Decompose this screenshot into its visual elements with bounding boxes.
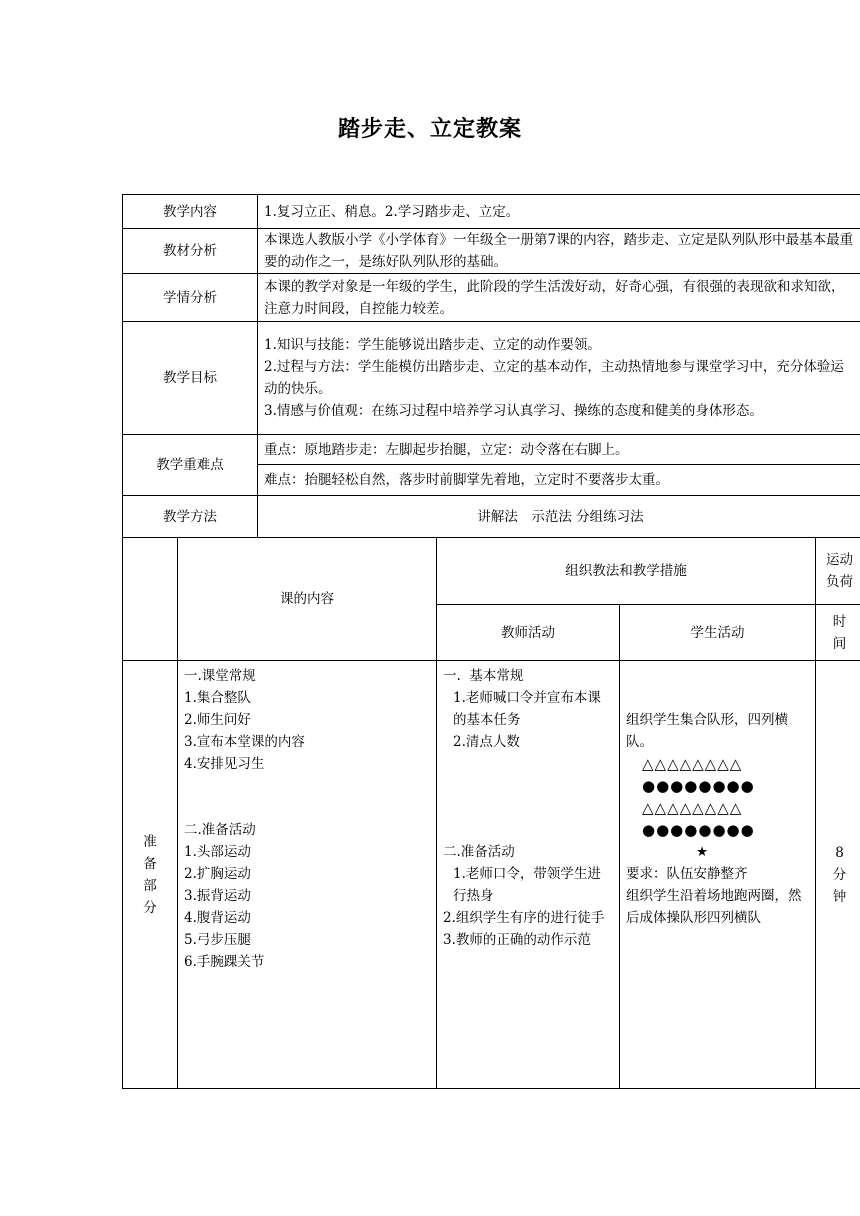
preparation-content: 一.课堂常规 1.集合整队 2.师生问好 3.宣布本堂课的内容 4.安排见习生 二.准备活动 1.头部运动 2.扩胸运动 3.振背运动 4.腹背运动 5.弓步压腿 6.手腕踝关节 (178, 661, 437, 1089)
lesson-content-header: 课的内容 (178, 538, 437, 661)
preparation-part-label: 准 备 部 分 (123, 661, 178, 1089)
time-header: 时 间 (816, 605, 860, 661)
key-point: 重点：原地踏步走：左脚起步抬腿，立定：动令落在右脚上。 (258, 435, 860, 465)
student-activity-header: 学生活动 (620, 605, 816, 661)
teaching-method-value: 讲解法 示范法 分组练习法 (258, 496, 860, 538)
formation-row-dots: ●●●●●●●● (642, 821, 755, 839)
teaching-content-label: 教学内容 (123, 195, 258, 229)
difficult-point: 难点：抬腿轻松自然，落步时前脚掌先着地，立定时不要落步太重。 (258, 465, 860, 496)
teaching-goals (258, 322, 860, 435)
material-analysis-label: 教材分析 (123, 229, 258, 274)
preparation-student-activity: 组织学生集合队形，四列横队。 △△△△△△△△ ●●●●●●●● △△△△△△△△ ●●●●●●●● ★ 要求：队伍安静整齐 组织学生沿着场地跑两圈，然后成体操队形四列横队 (620, 661, 816, 1089)
student-analysis-value: 本课的教学对象是一年级的学生，此阶段的学生活泼好动，好奇心强，有很强的表现欲和求知欲，注意力时间段，自控能力较差。 (258, 274, 860, 322)
goal-item: 2.过程与方法：学生能模仿出踏步走、立定的基本动作，主动热情地参与课堂学习中，充分体验运动的快乐。 (264, 359, 844, 397)
student-analysis-label: 学情分析 (123, 274, 258, 322)
formation-row-triangles: △△△△△△△△ (642, 799, 743, 817)
teacher-star-icon: ★ (696, 844, 709, 860)
teacher-activity-header: 教师活动 (437, 605, 620, 661)
goal-item: 1.知识与技能：学生能够说出踏步走、立定的动作要领。 (264, 337, 601, 353)
teaching-method-label: 教学方法 (123, 496, 258, 538)
goal-item: 3.情感与价值观：在练习过程中培养学习认真学习、操练的态度和健美的身体形态。 (264, 403, 763, 419)
key-difficult-label: 教学重难点 (123, 435, 258, 496)
page-title: 踏步走、立定教案 (337, 116, 522, 142)
exercise-load-header: 运动 负荷 (816, 538, 860, 605)
preparation-teacher-activity: 一. 基本常规 1.老师喊口令并宣布本课的基本任务 2.清点人数 二.准备活动 1.老师口令，带领学生进行热身 2.组织学生有序的进行徒手 3.教师的正确的动作示范 (437, 661, 620, 1089)
blank-corner (123, 538, 178, 661)
preparation-time: 8 分 钟 (816, 661, 860, 1089)
formation-row-dots: ●●●●●●●● (642, 777, 755, 795)
formation-row-triangles: △△△△△△△△ (642, 755, 743, 773)
teaching-goal-label: 教学目标 (123, 322, 258, 435)
material-analysis-value: 本课选人教版小学《小学体育》一年级全一册第7课的内容，踏步走、立定是队列队形中最基本最重要的动作之一，是练好队列队形的基础。 (258, 229, 860, 274)
organization-header: 组织教法和教学措施 (437, 538, 816, 605)
teaching-content-value: 1.复习立正、稍息。2.学习踏步走、立定。 (258, 195, 860, 229)
lesson-plan-table (122, 194, 854, 1088)
